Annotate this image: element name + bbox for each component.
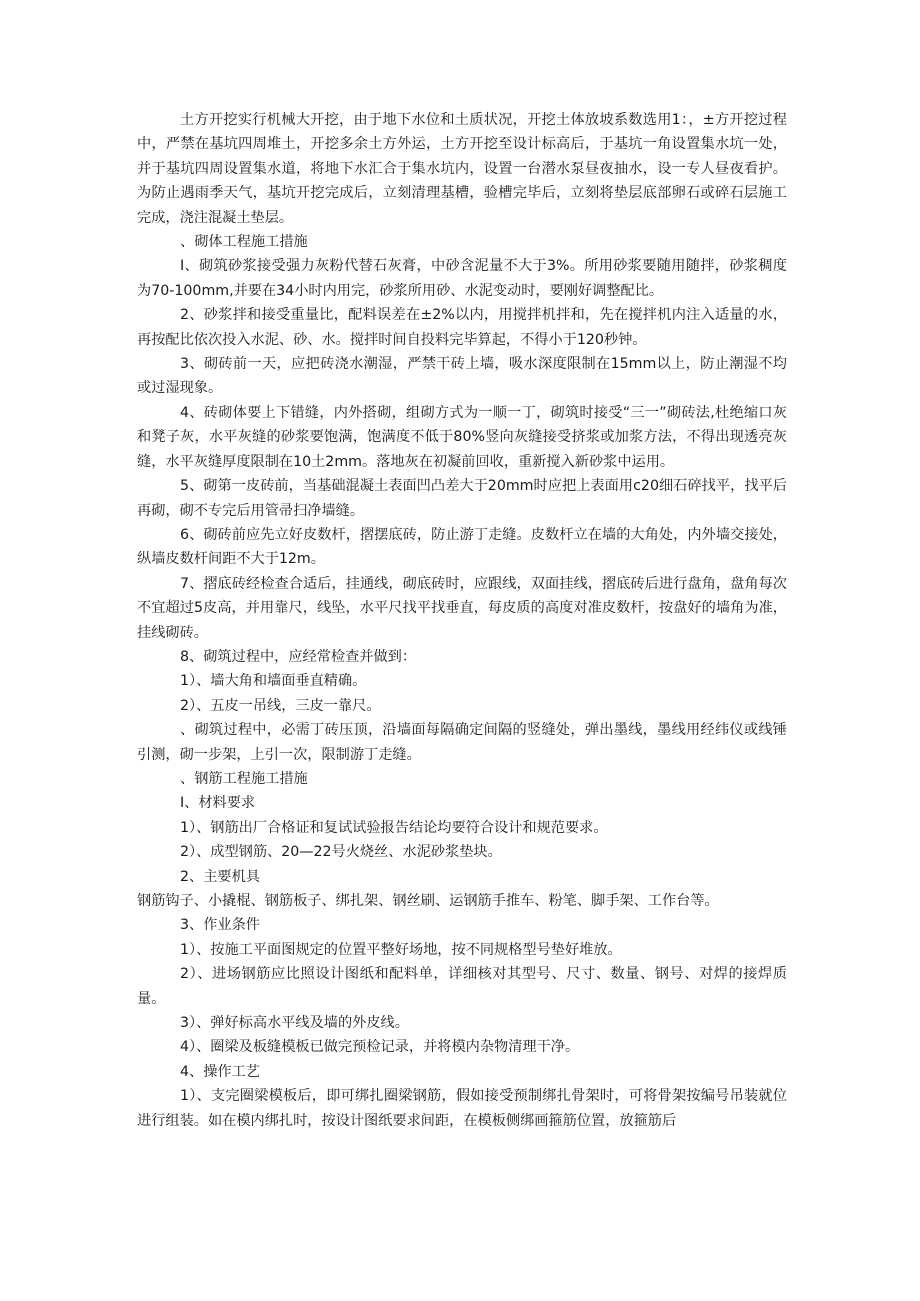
paragraph-earthwork: 土方开挖实行机械大开挖，由于地下水位和土质状况，开挖土体放坡系数选用1：，±方开挖过程中，严禁在基坑四周堆土，开挖多余土方外运，土方开挖至设计标高后，于基坑一角设置集水坑一处，并于基坑四周设置集水道，将地下水汇合于集水坑内，设置一台潜水泵昼夜抽水，设一专人昼夜看护。为防止遇雨季天气，基坑开挖完成后，立刻清理基槽，验槽完毕后，立刻将垫层底部卵石或碎石层施工完成，浇注混凝土垫层。 [137, 112, 787, 226]
paragraph-subitem: 1）、墙大角和墙面垂直精确。 [180, 673, 367, 690]
paragraph-subitem: 1）、支完圈梁模板后，即可绑扎圈梁钢筋，假如接受预制绑扎骨架时，可将骨架按编号吊装就位进行组装。如在模内绑扎时，按设计图纸要求间距，在模板侧绑画箍筋位置，放箍筋后 [137, 1088, 787, 1129]
paragraph-subitem: 1）、钢筋出厂合格证和复试试验报告结论均要符合设计和规范要求。 [180, 819, 608, 836]
paragraph-subitem: 3）、弹好标高水平线及墙的外皮线。 [180, 1015, 409, 1032]
subsection-heading: 2、主要机具 [180, 868, 260, 885]
section-heading-masonry: 、砌体工程施工措施 [180, 234, 308, 251]
paragraph-item: 5、砌第一皮砖前，当基础混凝土表面凹凸差大于20mm时应把上表面用c20细石碎找平，找平后再砌，砌不专完后用管帚扫净墙缝。 [137, 478, 787, 519]
paragraph-subitem: 2）、五皮一吊线，三皮一靠尺。 [180, 697, 381, 714]
paragraph-item: 3、砌砖前一天，应把砖浇水潮湿，严禁干砖上墙，吸水深度限制在15mm以上，防止潮湿不均或过湿现象。 [137, 356, 787, 397]
paragraph-subitem: 1）、按施工平面图规定的位置平整好场地，按不同规格型号垫好堆放。 [180, 941, 622, 958]
paragraph-subitem: 4）、圈梁及板缝模板已做完预检记录，并将模内杂物清理干净。 [180, 1039, 580, 1056]
paragraph-item: 7、摺底砖经检查合适后，挂通线，砌底砖时，应跟线，双面挂线，摺底砖后进行盘角，盘角每次不宜超过5皮高，并用靠尺，线坠，水平尺找平找垂直，每皮质的高度对准皮数杆，按盘好的墙角为准，挂线砌砖。 [137, 575, 787, 641]
subsection-heading: 3、作业条件 [180, 917, 260, 934]
paragraph-item: 2、砂浆拌和接受重量比，配料误差在±2%以内，用搅拌机拌和，先在搅拌机内注入适量的水，再按配比依次投入水泥、砂、水。搅拌时间自投料完毕算起，不得小于120秒钟。 [137, 307, 787, 348]
paragraph-item: 6、砌砖前应先立好皮数杆，摺摆底砖，防止游丁走缝。皮数杆立在墙的大角处，内外墙交接处，纵墙皮数杆间距不大于12m。 [137, 526, 787, 568]
paragraph-item: 8、砌筑过程中，应经常检查并做到： [180, 648, 417, 665]
paragraph-item: 4、砖砌体要上下错缝，内外搭砌，组砌方式为一顺一丁，砌筑时接受“三一”砌砖法,杜绝缩口灰和凳子灰，水平灰缝的砂浆要饱满，饱满度不低于80%竖向灰缝接受挤浆或加浆方法，不得出现透亮灰缝，水平灰缝厚度限制在10土2mm。落地灰在初凝前回收，重新搅入新砂浆中运用。 [137, 404, 787, 470]
subsection-heading: I、材料要求 [180, 795, 256, 812]
document-body [137, 108, 787, 1133]
paragraph-subitem: 2）、进场钢筋应比照设计图纸和配料单，详细核对其型号、尺寸、数量、钢号、对焊的接焊质量。 [137, 966, 787, 1007]
paragraph-item: I、砌筑砂浆接受强力灰粉代替石灰膏，中砂含泥量不大于3%。所用砂浆要随用随拌，砂浆稠度为70-100mm,并要在34小时内用完，砂浆所用砂、水泥变动时，要刚好调整配比。 [137, 258, 787, 299]
paragraph-subitem: 2）、成型钢筋、20—22号火烧丝、水泥砂浆垫块。 [180, 844, 502, 861]
paragraph-tools-list: 钢筋钩子、小撬棍、钢筋板子、绑扎架、钢丝刷、运钢筋手推车、粉笔、脚手架、工作台等。 [137, 893, 719, 909]
paragraph-item: 、砌筑过程中，必需丁砖压顶，沿墙面每隔确定间隔的竖缝处，弹出墨线，墨线用经纬仪或线锤引测，砌一步架，上引一次，限制游丁走缝。 [137, 722, 787, 763]
subsection-heading: 4、操作工艺 [180, 1063, 260, 1080]
section-heading-rebar: 、钢筋工程施工措施 [180, 770, 308, 787]
